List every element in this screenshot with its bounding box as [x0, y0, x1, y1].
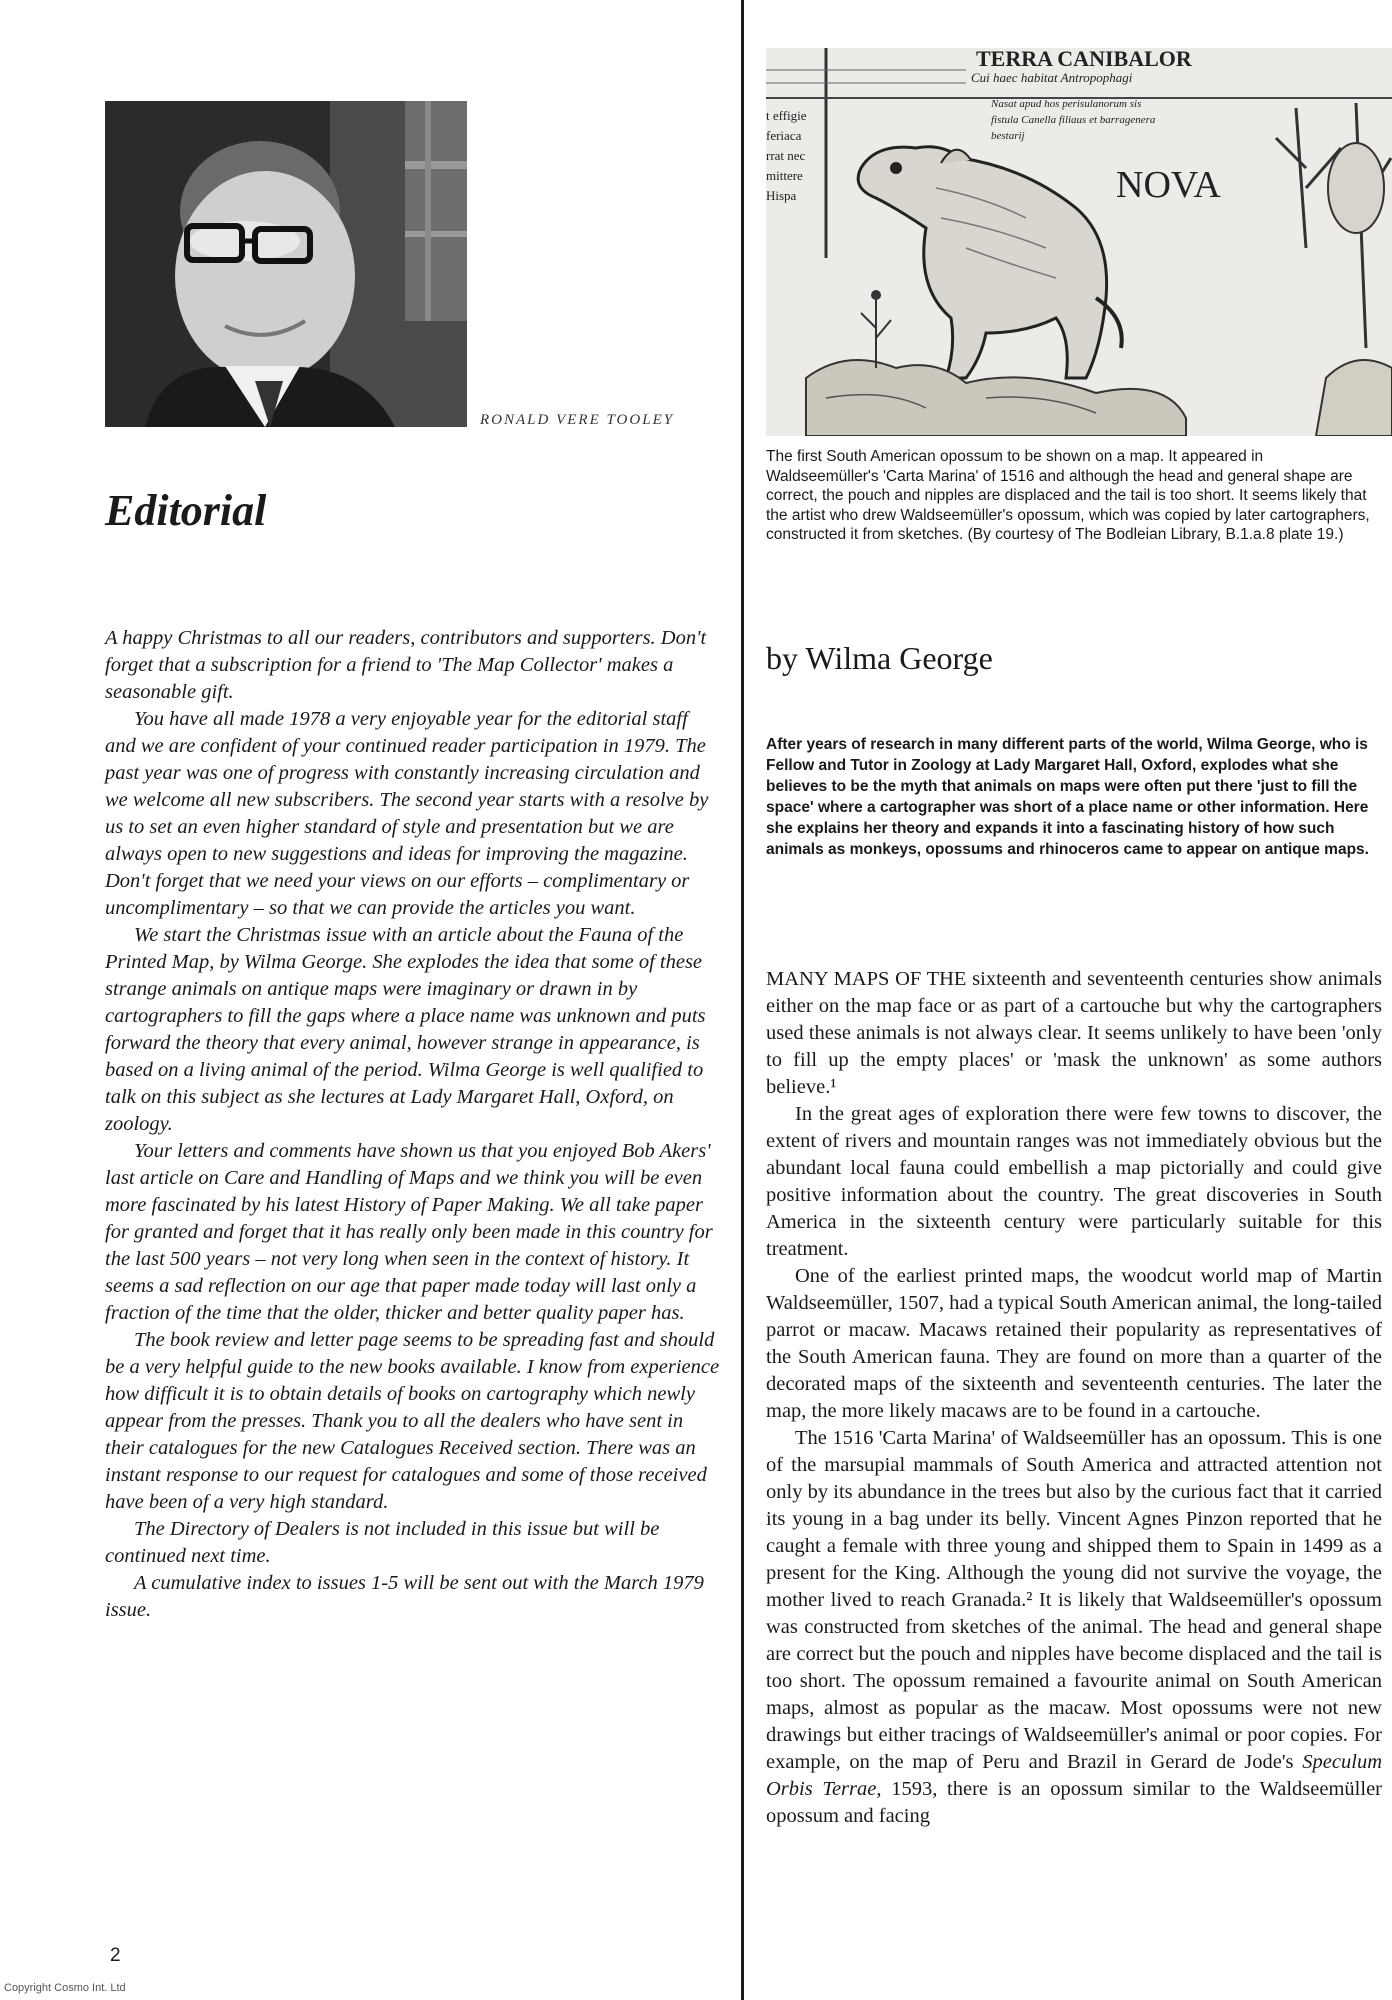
map-text-subtitle: Cui haec habitat Antropophagi [971, 70, 1133, 85]
column-divider [741, 0, 744, 2000]
editorial-paragraph: A happy Christmas to all our readers, contributors and supporters. Don't forget that a subscription for a friend to 'The Map Collector' makes a seasonable gift. [105, 627, 707, 703]
map-text-left-line: rrat nec [766, 148, 806, 163]
portrait-photo [105, 101, 467, 427]
editorial-paragraph: We start the Christmas issue with an article about the Fauna of the Printed Map, by Wilma George. She explodes the idea that some of these strange animals on antique maps were imaginary or drawn in by cartographers to fill the gaps where a place name was unknown and puts forward the theory that every animal, however strange in appearance, is based on a living animal of the period. Wilma George is well qualified to talk on this subject as she lectures at Lady Margaret Hall, Oxford, on zoology. [105, 924, 706, 1135]
article-paragraph [766, 966, 1382, 1101]
map-text-latin-line: bestarij [991, 130, 1025, 142]
map-text-terra: TERRA CANIBALOR [976, 48, 1192, 71]
article-paragraph-text: sixteenth and seventeenth centuries show animals either on the map face or as part of a cartouche but why the cartographers used these animals is not always clear. It seems unlikely to have been 'only to fill up the empty places' or 'mask the unknown' as some authors believe.¹ [766, 968, 1382, 1098]
map-text-left-line: Hispa [766, 188, 797, 203]
book-title: Speculum Orbis Terrae [766, 1751, 1382, 1800]
article-paragraph-text: The 1516 'Carta Marina' of Waldseemüller has an opossum. This is one of the marsupial mammals of South America and attracted attention not only by its abundance in the trees but also by the curious fact that it carried its young in a bag under its belly. Vincent Agnes Pinzon reported that he caught a female with three young and shipped them to Spain in 1499 as a present for the King. Although the young did not survive the voyage, the mother lived to reach Granada.² It is likely that Waldseemüller's opossum was constructed from sketches of the animal. The head and general shape are correct but the pouch and nipples have become displaced and the tail is too short. The opossum remained a favourite animal on South American maps, almost as popular as the macaw. Most opossums were not new drawings but either tracings of Waldseemüller's animal or poor copies. For example, on the map of Peru and Brazil in Gerard de Jode's [766, 1427, 1382, 1773]
page-number: 2 [110, 1945, 121, 1966]
editorial-paragraph: The Directory of Dealers is not included in this issue but will be continued next time. [105, 1518, 660, 1567]
editorial-paragraph: A cumulative index to issues 1-5 will be sent out with the March 1979 issue. [105, 1572, 704, 1621]
figure-caption: The first South American opossum to be shown on a map. It appeared in Waldseemüller's 'Carta Marina' of 1516 and although the head and general shape are correct, the pouch and nipples are displaced and the tail is too short. It seems likely that the artist who drew Waldseemüller's opossum, which was copied by later cartographers, constructed it from sketches. (By courtesy of The Bodleian Library, B.1.a.8 plate 19.) [766, 448, 1370, 543]
map-text-nova: NOVA [1116, 164, 1221, 206]
article-paragraph: One of the earliest printed maps, the woodcut world map of Martin Waldseemüller, 1507, had a typical South American animal, the long-tailed parrot or macaw. Macaws retained their popularity as representatives of the South American fauna. They are found on more than a quarter of the decorated maps of the sixteenth and seventeenth centuries. The later the map, the more likely macaws are to be found in a cartouche. [766, 1265, 1382, 1422]
editorial-body [105, 625, 720, 1624]
portrait-caption: RONALD VERE TOOLEY [480, 412, 675, 428]
map-text-latin-line: fistula Canella filiaus et barragenera [991, 114, 1156, 126]
editorial-title: Editorial [105, 486, 267, 535]
article-body [766, 966, 1382, 1830]
editorial-paragraph: You have all made 1978 a very enjoyable year for the editorial staff and we are confident of your continued reader participation in 1979. The past year was one of progress with constantly increasing circulation and we welcome all new subscribers. The second year starts with a resolve by us to set an even higher standard of style and presentation but we are always open to new suggestions and ideas for improving the magazine. Don't forget that we need your views on our efforts – complimentary or uncomplimentary – so that we can provide the articles you want. [105, 708, 709, 919]
opossum-woodcut-figure [766, 48, 1392, 436]
map-text-left-line: mittere [766, 168, 803, 183]
editorial-paragraph: Your letters and comments have shown us that you enjoyed Bob Akers' last article on Care and Handling of Maps and we think you will be even more fascinated by his latest History of Paper Making. We all take paper for granted and forget that it has really only been made in this country for the last 500 years – not very long when seen in the context of history. It seems a sad reflection on our age that paper made today will last only a fraction of the time that the older, thicker and better quality paper has. [105, 1140, 713, 1324]
article-paragraph: In the great ages of exploration there were few towns to discover, the extent of rivers and mountain ranges was not immediately obvious but the abundant local fauna could embellish a map pictorially and could give positive information about the country. The great discoveries in South America in the sixteenth century were particularly suitable for this treatment. [766, 1103, 1382, 1260]
article-lead-in: MANY MAPS OF THE [766, 968, 967, 990]
article-tail-text: , 1593, there is an opossum similar to the Waldseemüller opossum and facing [766, 1778, 1382, 1827]
copyright-notice: Copyright Cosmo Int. Ltd [4, 1982, 126, 1994]
article-paragraph [766, 1425, 1382, 1830]
article-standfirst: After years of research in many different parts of the world, Wilma George, who is Fellow and Tutor in Zoology at Lady Margaret Hall, Oxford, explodes what she believes to be the myth that animals on maps were often put there 'just to fill the space' where a cartographer was short of a place name or other information. Here she explains her theory and expands it into a fascinating history of how such animals as monkeys, opossums and rhinoceros came to appear on antique maps. [766, 736, 1369, 858]
map-text-left-line: feriaca [766, 128, 802, 143]
article-byline: by Wilma George [766, 640, 993, 676]
map-text-latin-line: Nasat apud hos perisulanorum sis [991, 98, 1142, 110]
editorial-paragraph: The book review and letter page seems to be spreading fast and should be a very helpful guide to the new books available. I know from experience how difficult it is to obtain details of books on cartography which newly appear from the presses. Thank you to all the dealers who have sent in their catalogues for the new Catalogues Received section. There was an instant response to our request for catalogues and some of those received have been of a very high standard. [105, 1329, 720, 1513]
map-text-left-line: t effigie [766, 108, 807, 123]
